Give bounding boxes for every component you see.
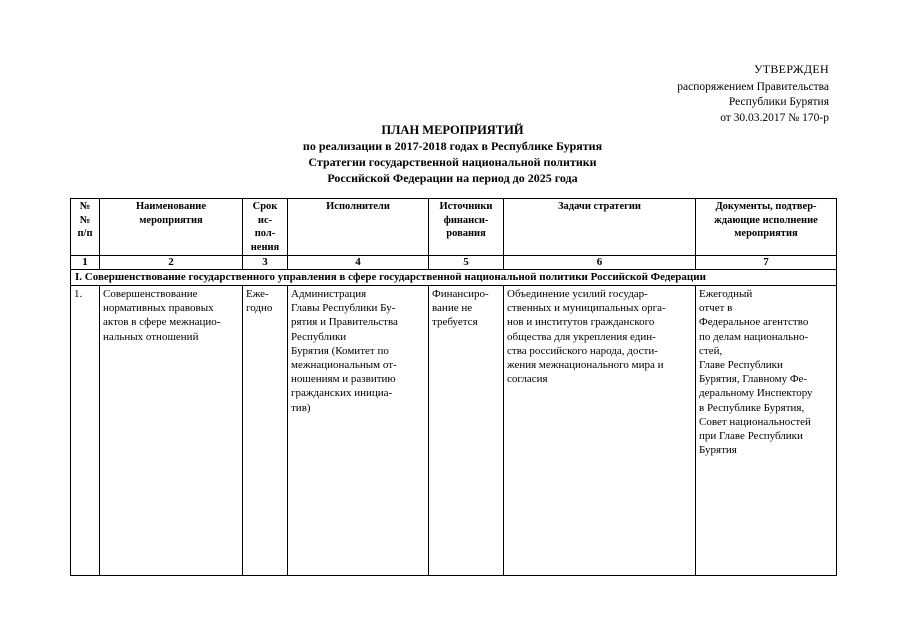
header-term: Срок ис- пол- нения [243,199,288,256]
approval-status: УТВЕРЖДЕН [753,62,829,76]
row-number: 1. [71,286,100,576]
row-documents: Ежегодный отчет в Федеральное агентство по делам национально- стей, Главе Республики Бурятия, Главному Фе- деральному Инспектору в Республике Бурятия, Совет национальностей при Главе Республики Бурятия [696,286,837,576]
table-header-row [71,199,837,256]
column-number: 4 [288,256,429,270]
header-strategy-tasks: Задачи стратегии [504,199,696,256]
row-executors: Администрация Главы Республики Бу- рятия и Правительства Республики Бурятия (Комитет по межнациональным от- ношениям и развитию гражданских инициа- тив) [288,286,429,576]
title-line-3: Стратегии государственной национальной политики [308,155,597,169]
title-line-1: ПЛАН МЕРОПРИЯТИЙ [381,123,524,137]
row-term: Еже- годно [243,286,288,576]
section-row [71,270,837,286]
title-line-4: Российской Федерации на период до 2025 года [327,171,578,185]
plan-table [70,198,837,576]
table-row [71,286,837,576]
column-number: 5 [429,256,504,270]
title-line-2: по реализации в 2017-2018 годах в Республике Бурятия [302,139,603,153]
header-number: № № п/п [71,199,100,256]
row-funding: Финансиро- вание не требуется [429,286,504,576]
row-strategy-tasks: Объединение усилий государ- ственных и муниципальных орга- нов и институтов гражданского общества для укрепления един- ства российского народа, дости- жения межнационального мира и согласия [504,286,696,576]
column-number: 1 [71,256,100,270]
section-title: I. Совершенствование государственного управления в сфере государственной национальной политики Российской Федерации [71,270,837,286]
header-executors: Исполнители [288,199,429,256]
column-number-row [71,256,837,270]
row-activity-name: Совершенствование нормативных правовых актов в сфере межнацио- нальных отношений [100,286,243,576]
column-number: 7 [696,256,837,270]
column-number: 3 [243,256,288,270]
header-funding: Источники финанси- рования [429,199,504,256]
approval-date-number: от 30.03.2017 № 170-р [720,111,829,124]
header-documents: Документы, подтвер- ждающие исполнение мероприятия [696,199,837,256]
column-number: 6 [504,256,696,270]
approval-stamp [677,62,829,126]
document-title [0,122,905,186]
approval-region: Республики Бурятия [728,96,829,108]
column-number: 2 [100,256,243,270]
header-activity-name: Наименование мероприятия [100,199,243,256]
approval-authority: распоряжением Правительства [677,80,829,93]
